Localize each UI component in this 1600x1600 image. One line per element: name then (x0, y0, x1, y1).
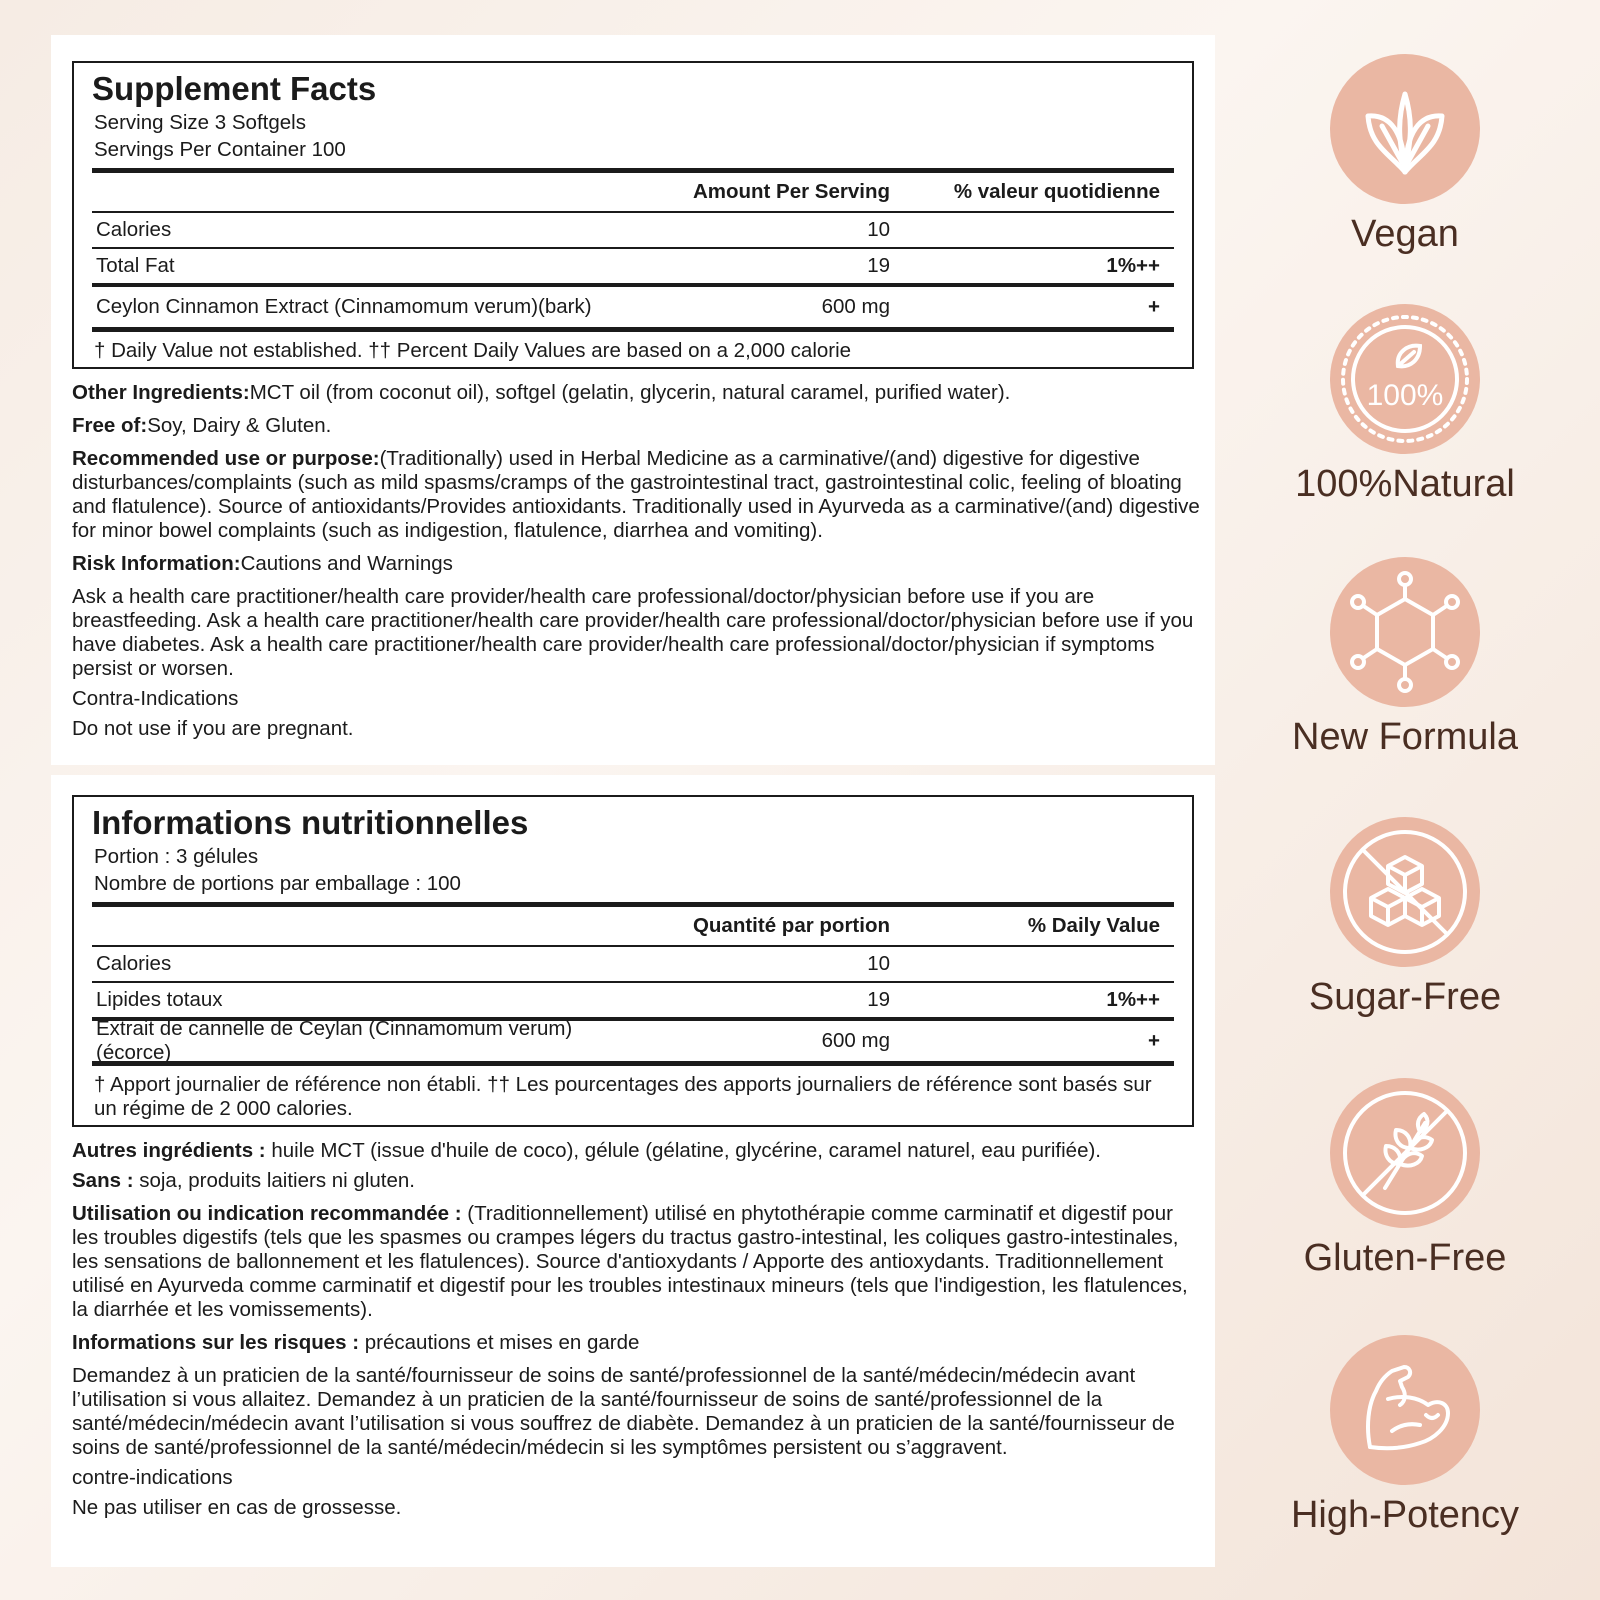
nutrient-name: Ceylon Cinnamon Extract (Cinnamomum verum)(bark) (96, 295, 592, 318)
badge-label: 100%Natural (1295, 463, 1515, 505)
risk-information (72, 1331, 1202, 1355)
no-wheat-icon (1330, 1078, 1480, 1228)
badge-label: Sugar-Free (1308, 976, 1502, 1018)
dv-column-header: % valeur quotidienne (953, 180, 1160, 203)
risk-information-text: Cautions and Warnings (240, 552, 453, 575)
recommended-use-text: (Traditionnellement) utilisé en phytothérapie comme carminatif et digestif pour les troubles digestifs (tels que les spasmes ou crampes légers du tractus gastro-intestinal, les coliques gastro-intestinales, les sensations de ballonnement et les flatulences). Source d'antioxydants / Apporte des antioxydants. Traditionnellement utilisé en Ayurveda comme carminatif et digestif pour les troubles intestinaux mineurs (tels que l'indigestion, les flatulences, la diarrhée et les vomissements). (72, 1202, 1188, 1321)
badge-label: Vegan (1351, 213, 1459, 255)
nutrient-name: Calories (96, 952, 172, 975)
free-of-text: soja, produits laitiers ni gluten. (133, 1169, 415, 1192)
badge-label: New Formula (1292, 716, 1518, 758)
recommended-use (72, 447, 1202, 543)
nutrient-amount: 600 mg (821, 1029, 890, 1052)
facts-row-calories (92, 213, 1174, 247)
servings-per-container: Servings Per Container 100 (94, 138, 346, 161)
facts-footnote: † Apport journalier de référence non établi. †† Les pourcentages des apports journaliers de référence sont basés sur un régime de 2 000 calories. (94, 1073, 1152, 1120)
badge-new-formula (1240, 557, 1570, 759)
badge-gluten-free (1240, 1078, 1570, 1280)
contra-indications-text: Ne pas utiliser en cas de grossesse. (72, 1496, 402, 1519)
badge-label: High-Potency (1290, 1494, 1520, 1536)
nutrient-dv: 1%++ (1106, 254, 1160, 277)
free-of (72, 414, 1202, 438)
english-details (72, 381, 1202, 741)
nutrient-amount: 10 (867, 952, 890, 975)
nutrient-dv: + (1148, 1029, 1160, 1052)
facts-title: Informations nutritionnelles (92, 804, 529, 841)
badge-high-potency (1240, 1335, 1570, 1537)
badge-label: Gluten-Free (1303, 1237, 1507, 1279)
amount-column-header: Amount Per Serving (692, 180, 890, 203)
other-ingredients-text: MCT oil (from coconut oil), softgel (gelatin, glycerin, natural caramel, purified water). (249, 381, 1011, 404)
recommended-use-label: Utilisation ou indication recommandée : (72, 1202, 462, 1225)
free-of-label: Free of: (72, 414, 148, 437)
badge-sugar-free (1240, 817, 1570, 1019)
risk-information-text: précautions et mises en garde (359, 1331, 640, 1354)
french-label-panel (51, 775, 1215, 1567)
french-details (72, 1139, 1202, 1520)
serving-size: Portion : 3 gélules (94, 845, 259, 868)
nutrient-name: Calories (96, 218, 172, 241)
other-ingredients (72, 1139, 1202, 1163)
nutrient-name: Lipides totaux (96, 988, 223, 1011)
dv-column-header: % Daily Value (1027, 914, 1160, 937)
other-ingredients (72, 381, 1202, 405)
other-ingredients-text: huile MCT (issue d'huile de coco), gélule (gélatine, glycérine, caramel naturel, eau purifiée). (265, 1139, 1101, 1162)
nutrient-name: Extrait de cannelle de Ceylan (Cinnamomum verum) (écorce) (96, 1017, 573, 1064)
facts-row-cinnamon (92, 1017, 1174, 1064)
badge-natural (1240, 304, 1570, 506)
feature-badges (1240, 0, 1570, 1600)
servings-per-container: Nombre de portions par emballage : 100 (94, 872, 461, 895)
free-of-label: Sans : (72, 1169, 134, 1192)
other-ingredients-label: Autres ingrédients : (72, 1139, 266, 1162)
risk-information (72, 552, 1202, 576)
flexed-arm-icon (1330, 1335, 1480, 1485)
other-ingredients-label: Other Ingredients: (72, 381, 250, 404)
nutrient-amount: 600 mg (821, 295, 890, 318)
nutrient-name: Total Fat (96, 254, 175, 277)
badge-vegan (1240, 54, 1570, 256)
nutrient-amount: 10 (867, 218, 890, 241)
warnings-text: Demandez à un praticien de la santé/fournisseur de soins de santé/professionnel de la santé/médecin/médecin avant l’utilisation si vous allaitez. Demandez à un praticien de la santé/fournisseur de soins de santé/professionnel de la santé/médecin/médecin avant l’utilisation si vous souffrez de diabète. Demandez à un praticien de la santé/fournisseur de soins de santé/professionnel de la santé/médecin/médecin si les symptômes persistent ou s’aggravent. (72, 1364, 1175, 1459)
svg-text:100%: 100% (1366, 379, 1444, 412)
english-label-panel (51, 35, 1215, 765)
recommended-use-label: Recommended use or purpose: (72, 447, 380, 470)
recommended-use-text: (Traditionally) used in Herbal Medicine as a carminative/(and) digestive for digestive disturbances/complaints (such as mild spasms/cramps of the gastrointestinal tract, gastrointestinal colic, feeling of bloating and flatulence). Source of antioxidants/Provides antioxidants. Traditionally used in Ayurveda as a carminative/(and) digestive for minor bowel complaints (such as indigestion, flatulence, diarrhea and vomiting). (72, 447, 1200, 542)
facts-header-row (92, 173, 1174, 211)
leaves-icon (1330, 54, 1480, 204)
facts-footnote: † Daily Value not established. †† Percent Daily Values are based on a 2,000 calorie (94, 339, 852, 362)
facts-title: Supplement Facts (92, 70, 377, 107)
supplement-facts-box (72, 61, 1194, 369)
nutrient-amount: 19 (867, 988, 890, 1011)
serving-size: Serving Size 3 Softgels (94, 111, 306, 134)
contra-indications-label: Contra-Indications (72, 687, 239, 710)
nutrient-dv: 1%++ (1106, 988, 1160, 1011)
warnings-text: Ask a health care practitioner/health care provider/health care professional/doctor/physician before use if you are breastfeeding. Ask a health care practitioner/health care provider/health care professional/doctor/physician before use if you have diabetes. Ask a health care practitioner/health care provider/health care professional/doctor/physician if symptoms persist or worsen. (72, 585, 1194, 680)
facts-row-calories (92, 947, 1174, 981)
facts-row-total-fat (92, 983, 1174, 1017)
risk-information-label: Informations sur les risques : (72, 1331, 360, 1354)
facts-row-total-fat (92, 249, 1174, 283)
natural-seal-icon (1330, 304, 1480, 454)
facts-header-row (92, 907, 1174, 945)
recommended-use (72, 1202, 1202, 1322)
amount-column-header: Quantité par portion (692, 914, 890, 937)
free-of-text: Soy, Dairy & Gluten. (147, 414, 332, 437)
risk-information-label: Risk Information: (72, 552, 241, 575)
contra-indications-label: contre-indications (72, 1466, 233, 1489)
nutrient-amount: 19 (867, 254, 890, 277)
contra-indications-text: Do not use if you are pregnant. (72, 717, 354, 740)
molecule-icon (1330, 557, 1480, 707)
free-of (72, 1169, 1202, 1193)
nutrient-dv: + (1148, 295, 1160, 318)
no-sugar-cubes-icon (1330, 817, 1480, 967)
nutrition-info-box (72, 795, 1194, 1127)
facts-row-cinnamon (92, 287, 1174, 327)
